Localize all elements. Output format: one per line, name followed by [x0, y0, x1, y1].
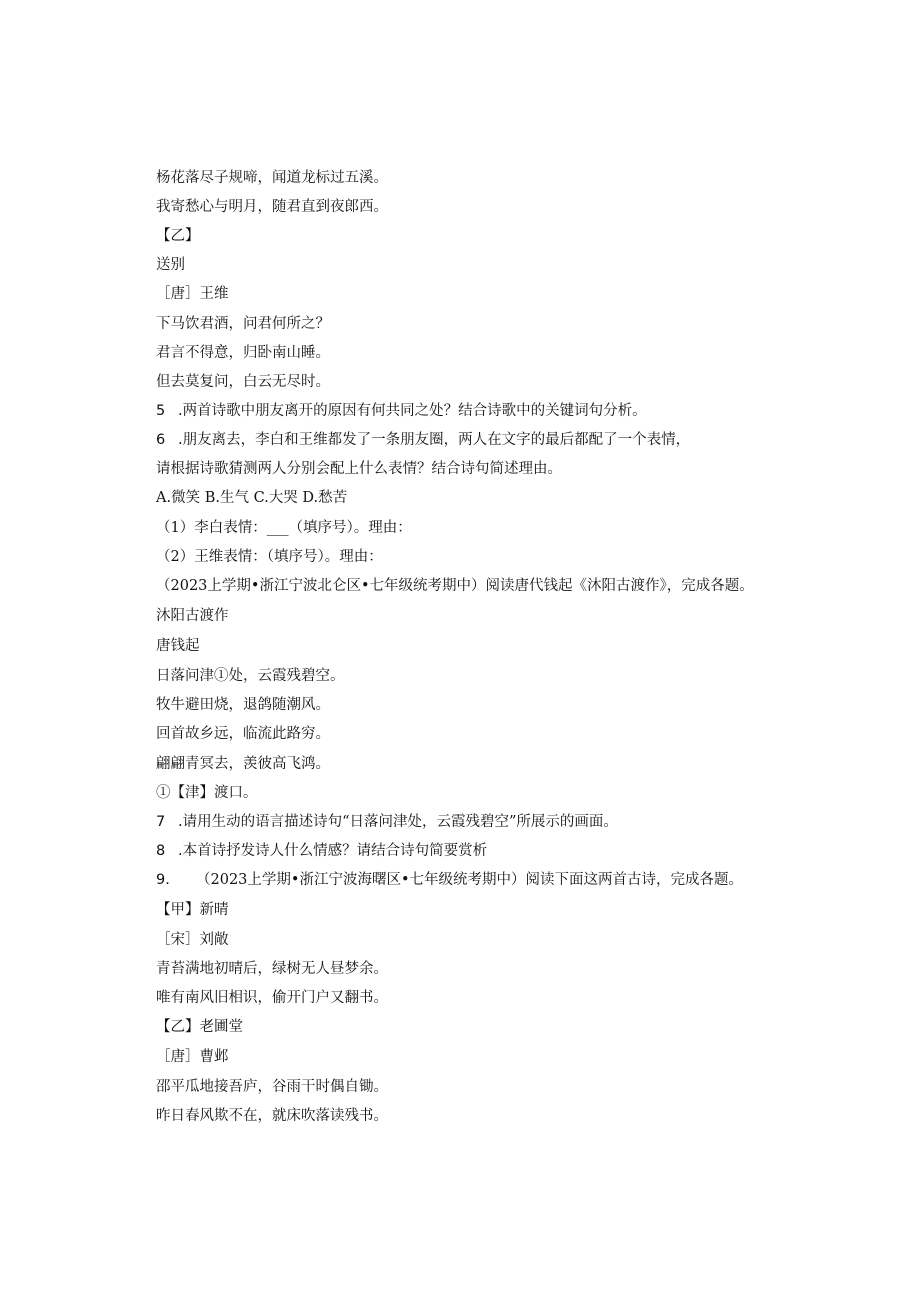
- question-6-continued: 请根据诗歌猜测两人分别会配上什么表情？结合诗句简述理由。: [156, 461, 562, 477]
- question-9: [156, 870, 743, 890]
- poem-line-3: 回首故乡远，临流此路穷。: [156, 726, 330, 742]
- poem-b-line-1: 下马饮君酒，问君何所之？: [156, 316, 330, 332]
- question-7: [156, 812, 618, 832]
- question-text: .本首诗抒发诗人什么情感？请结合诗句简要赏析: [178, 843, 488, 859]
- question-6-sub-2: （2）王维表情：（填序号）。理由：: [156, 549, 383, 565]
- question-text: .两首诗歌中朋友离开的原因有何共同之处？结合诗歌中的关键词句分析。: [178, 403, 647, 419]
- question-number: 6: [156, 432, 166, 448]
- poem-b-line-2: 君言不得意，归卧南山睡。: [156, 345, 330, 361]
- poem-jia-heading: 【甲】新晴: [156, 902, 229, 918]
- poem-line-4: 翩翩青冥去，羡彼高飞鸿。: [156, 756, 330, 772]
- section-2-intro: （2023上学期•浙江宁波北仑区•七年级统考期中）阅读唐代钱起《沐阳古渡作》，完成各题。: [156, 578, 754, 594]
- poem-b-title: 送别: [156, 257, 185, 273]
- question-text: .朋友离去，李白和王维都发了一条朋友圈，两人在文字的最后都配了一个表情，: [178, 432, 691, 448]
- poem-line-1: 日落问津①处，云霞残碧空。: [156, 668, 345, 684]
- question-number: 7: [156, 814, 166, 830]
- poem-yi-line-1: 邵平瓜地接吾庐，谷雨干时偶自锄。: [156, 1079, 388, 1095]
- poem-line-2: 牧牛避田烧，退鸽随潮风。: [156, 697, 330, 713]
- question-6: [156, 430, 690, 450]
- question-6-options: A.微笑 B.生气 C.大哭 D.愁苦: [156, 490, 348, 506]
- poem-jia-line-1: 青苔满地初晴后，绿树无人昼梦余。: [156, 961, 388, 977]
- poem-a-line-2: 我寄愁心与明月，随君直到夜郎西。: [156, 199, 388, 215]
- poem-jia-author: ［宋］刘敞: [156, 932, 229, 948]
- poem-b-marker: 【乙】: [156, 228, 200, 244]
- poem-author: 唐钱起: [156, 638, 200, 654]
- poem-yi-heading: 【乙】老圃堂: [156, 1019, 243, 1035]
- poem-a-line-1: 杨花落尽子规啼，闻道龙标过五溪。: [156, 170, 388, 186]
- question-number: 9.: [156, 872, 170, 888]
- poem-b-line-3: 但去莫复问，白云无尽时。: [156, 374, 330, 390]
- question-number: 5: [156, 403, 166, 419]
- poem-jia-line-2: 唯有南风旧相识，偷开门户又翻书。: [156, 990, 388, 1006]
- question-text: .请用生动的语言描述诗句“日落问津处，云霞残碧空”所展示的画面。: [178, 814, 618, 830]
- poem-note: ①【津】渡口。: [156, 785, 258, 801]
- question-6-sub-1: （1）李白表情：___（填序号）。理由：: [156, 520, 412, 536]
- question-number: 8: [156, 843, 166, 859]
- question-5: [156, 401, 647, 421]
- poem-yi-line-2: 昨日春风欺不在，就床吹落读残书。: [156, 1108, 388, 1124]
- question-text: （2023上学期•浙江宁波海曙区•七年级统考期中）阅读下面这两首古诗，完成各题。: [196, 872, 744, 888]
- poem-b-author: ［唐］王维: [156, 286, 229, 302]
- poem-yi-author: ［唐］曹邺: [156, 1049, 229, 1065]
- poem-title: 沐阳古渡作: [156, 608, 229, 624]
- question-8: [156, 841, 487, 861]
